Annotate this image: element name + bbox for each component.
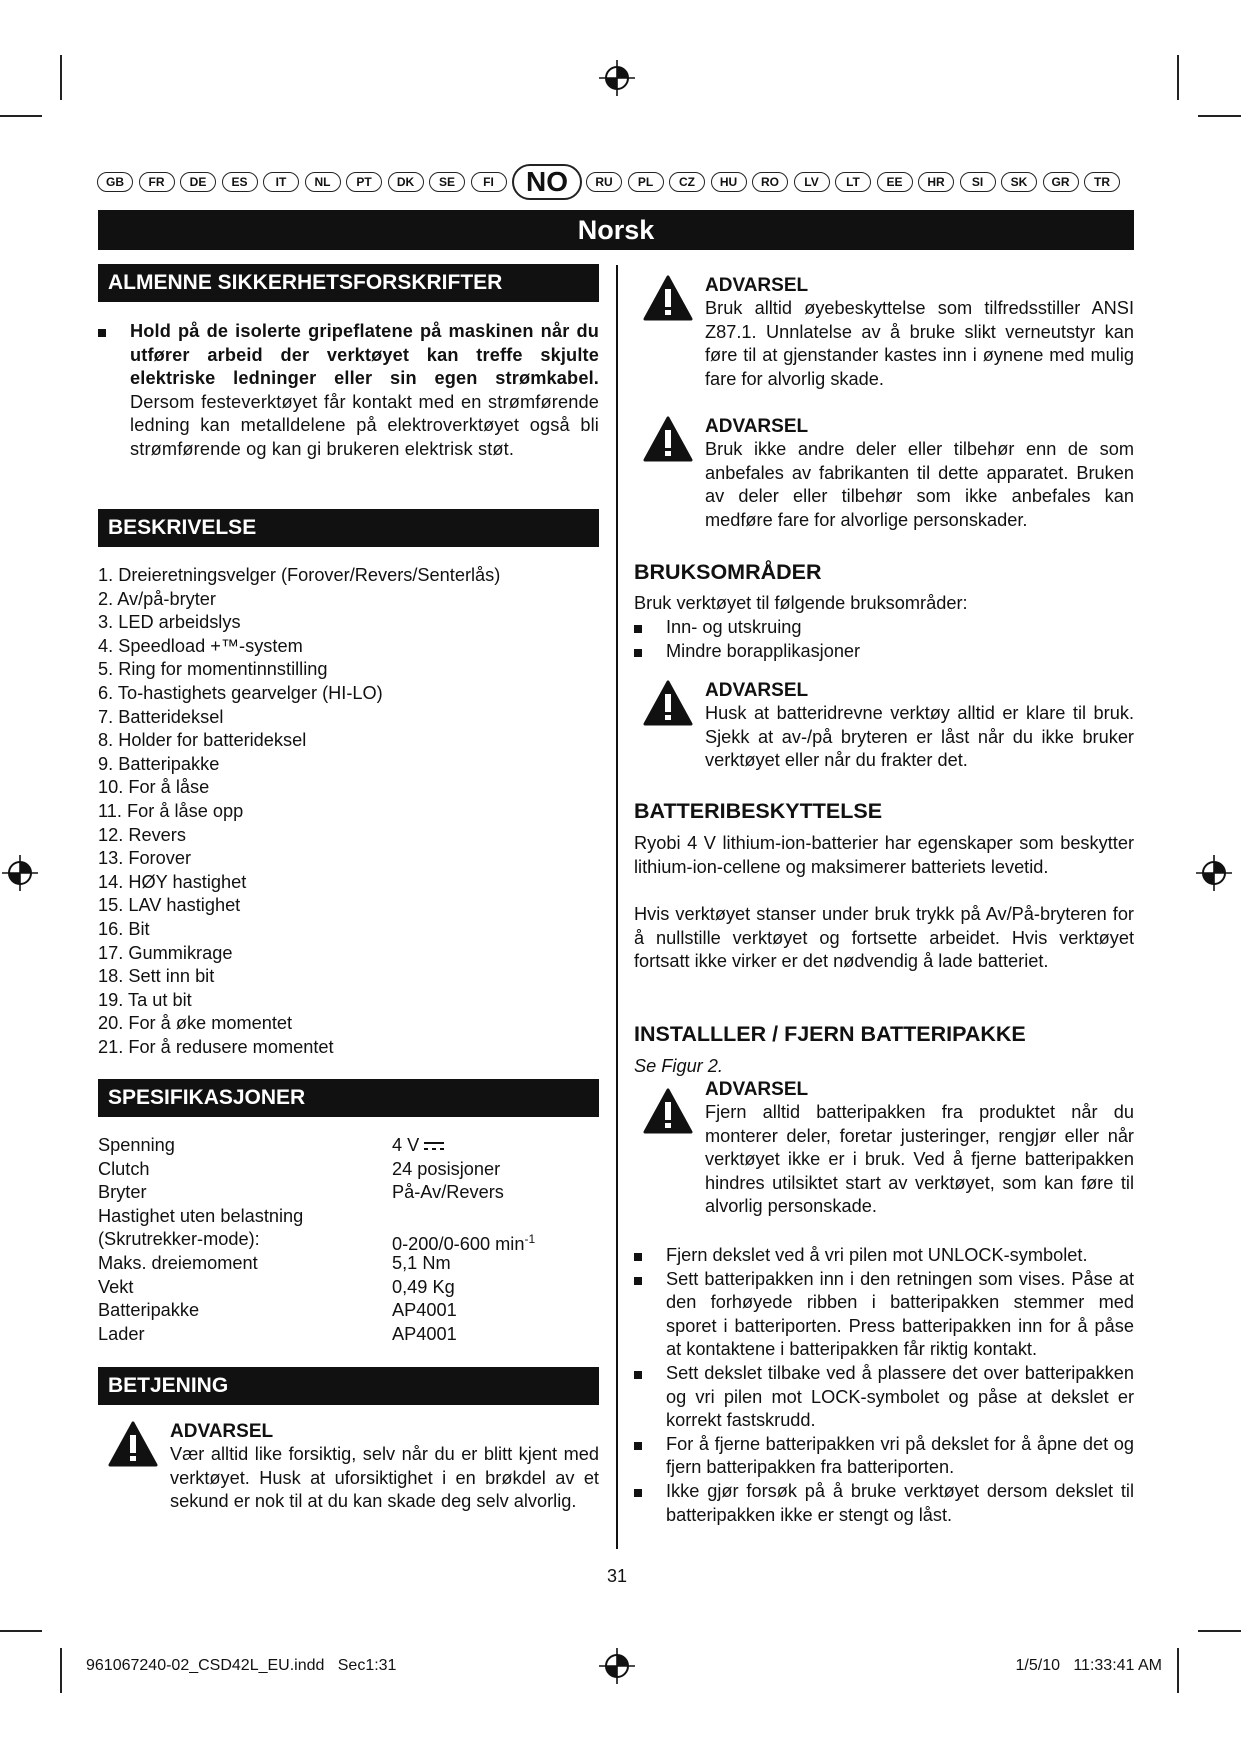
page-number: 31 — [606, 1566, 628, 1586]
section-heading-specs: SPESIFIKASJONER — [98, 1079, 599, 1117]
column-divider — [616, 265, 618, 1549]
spec-row — [98, 1205, 599, 1229]
bullet-icon — [634, 1371, 642, 1379]
language-fr[interactable]: FR — [139, 172, 175, 192]
language-se[interactable]: SE — [429, 172, 465, 192]
bullet-icon — [634, 1253, 642, 1261]
uses-intro: Bruk verktøyet til følgende bruksområder: — [634, 593, 968, 613]
description-item: 21. For å redusere momentet — [98, 1036, 334, 1057]
registration-mark-icon — [1196, 855, 1232, 891]
spec-label: (Skrutrekker-mode): — [98, 1229, 260, 1250]
description-item: 7. Batterideksel — [98, 706, 224, 727]
description-item: 6. To-hastighets gearvelger (HI-LO) — [98, 682, 383, 703]
install-step: Sett batteripakken inn i den retningen som vises. Påse at den forhøyede ribben i batteripakken stemmer med sporet i batteriporten. Press batteripakken inn for å påse at kontaktene i batteripakken får riktig kontakt. — [634, 1268, 1134, 1362]
warning-text: Bruk ikke andre deler eller tilbehør enn de som anbefales av fabrikanten til dette apparatet. Bruken av deler eller tilbehør som ikke anbefales kan medføre fare for alvorlige personskader. — [705, 439, 1134, 530]
see-figure: Se Figur 2. — [634, 1056, 723, 1076]
bullet-icon — [634, 649, 642, 657]
description-item: 16. Bit — [98, 918, 150, 939]
spec-label: Hastighet uten belastning — [98, 1205, 304, 1226]
warning-text: Fjern alltid batteripakken fra produktet når du monterer deler, foretar justeringer, rengjør eller når verktøyet ikke er i bruk. Ved å fjerne batteripakken hindres utilsiktet start av verktøyet, som kan føre til alvorlig personskade. — [705, 1102, 1134, 1217]
language-lt[interactable]: LT — [835, 172, 871, 192]
warning-title: ADVARSEL — [705, 275, 809, 296]
spec-label: Maks. dreiemoment — [98, 1252, 258, 1273]
warning-eye-protection — [705, 274, 1134, 391]
spec-label: Spenning — [98, 1135, 175, 1155]
language-cz[interactable]: CZ — [669, 172, 705, 192]
warning-operation — [170, 1420, 599, 1514]
description-item: 2. Av/på-bryter — [98, 588, 216, 609]
specs-table — [98, 1134, 599, 1346]
uses-item: Inn- og utskruing — [634, 616, 1134, 640]
uses-list — [634, 616, 1134, 663]
description-item: 13. Forover — [98, 848, 191, 869]
description-item: 12. Revers — [98, 824, 186, 845]
crop-mark — [0, 115, 42, 117]
language-si[interactable]: SI — [960, 172, 996, 192]
language-de[interactable]: DE — [180, 172, 216, 192]
description-item: 17. Gummikrage — [98, 942, 233, 963]
description-item: 9. Batteripakke — [98, 753, 220, 774]
language-pl[interactable]: PL — [628, 172, 664, 192]
warning-icon — [643, 416, 693, 462]
spec-value: 5,1 Nm — [392, 1252, 451, 1273]
language-fi[interactable]: FI — [471, 172, 507, 192]
language-hr[interactable]: HR — [918, 172, 954, 192]
description-item: 18. Sett inn bit — [98, 966, 215, 987]
registration-mark-icon — [599, 60, 635, 96]
warning-title: ADVARSEL — [705, 680, 809, 701]
warning-icon — [643, 275, 693, 321]
install-step: Fjern dekslet ved å vri pilen mot UNLOCK-symbolet. — [634, 1244, 1134, 1268]
description-item: 14. HØY hastighet — [98, 871, 247, 892]
uses-item: Mindre borapplikasjoner — [634, 640, 1134, 664]
warning-title: ADVARSEL — [170, 1421, 274, 1442]
spec-row — [98, 1228, 599, 1255]
description-item: 11. For å låse opp — [98, 800, 244, 821]
spec-value: 0,49 Kg — [392, 1276, 455, 1297]
dc-symbol-icon — [419, 1135, 445, 1155]
description-item: 10. For å låse — [98, 777, 210, 798]
footer-timestamp: 1/5/10 11:33:41 AM — [1015, 1657, 1162, 1674]
spec-row — [98, 1252, 599, 1276]
footer-file-info: 961067240-02_CSD42L_EU.indd Sec1:31 — [86, 1657, 397, 1674]
spec-row — [98, 1276, 599, 1300]
language-nl[interactable]: NL — [305, 172, 341, 192]
description-item: 4. Speedload +™-system — [98, 635, 303, 656]
warning-title: ADVARSEL — [705, 1079, 809, 1100]
section-heading-operation: BETJENING — [98, 1367, 599, 1405]
language-tr[interactable]: TR — [1084, 172, 1120, 192]
language-sk[interactable]: SK — [1001, 172, 1037, 192]
bullet-icon — [634, 1489, 642, 1497]
section-heading-install: INSTALLLER / FJERN BATTERIPAKKE — [634, 1022, 1026, 1046]
install-steps-list — [634, 1244, 1134, 1527]
warning-text: Husk at batteridrevne verktøy alltid er klare til bruk. Sjekk at av-/på bryteren er låst når du ikke bruker verktøyet eller når du frakter det. — [705, 703, 1134, 771]
language-it[interactable]: IT — [263, 172, 299, 192]
language-hu[interactable]: HU — [711, 172, 747, 192]
bullet-icon — [634, 625, 642, 633]
spec-label: Vekt — [98, 1276, 134, 1297]
warning-remove-battery — [705, 1078, 1134, 1219]
description-list — [98, 564, 599, 1059]
spec-value: 0-200/0-600 $\min^{-1}$ — [392, 1232, 536, 1255]
warning-accessories — [705, 415, 1134, 532]
spec-row — [98, 1299, 599, 1323]
crop-mark — [1198, 115, 1241, 117]
battery-protection-p1: Ryobi 4 V lithium-ion-batterier har egenskaper som beskytter lithium-ion-cellene og maksimerer batteriets levetid. — [634, 833, 1134, 877]
page-title: Norsk — [98, 210, 1134, 250]
crop-mark — [1198, 1630, 1241, 1632]
language-es[interactable]: ES — [222, 172, 258, 192]
spec-row — [98, 1323, 599, 1347]
spec-value: AP4001 — [392, 1323, 457, 1344]
crop-mark — [0, 1630, 42, 1632]
safety-bold-text: Hold på de isolerte gripeflatene på maskinen når du utfører arbeid der verktøyet kan treffe skjulte elektriske ledninger eller sin egen strømkabel. — [130, 321, 599, 389]
spec-value: 4 V — [392, 1134, 445, 1158]
description-item: 19. Ta ut bit — [98, 989, 192, 1010]
spec-row — [98, 1134, 599, 1158]
section-heading-safety: ALMENNE SIKKERHETSFORSKRIFTER — [98, 264, 599, 302]
warning-icon — [108, 1421, 158, 1467]
language-no[interactable]: NO — [512, 164, 582, 200]
spec-label: Lader — [98, 1323, 145, 1344]
spec-row — [98, 1181, 599, 1205]
bullet-icon — [634, 1277, 642, 1285]
spec-value: 24 posisjoner — [392, 1158, 501, 1179]
language-gb[interactable]: GB — [97, 172, 133, 192]
warning-ready — [705, 679, 1134, 773]
spec-label: Clutch — [98, 1158, 150, 1179]
crop-mark — [60, 55, 62, 100]
description-item: 15. LAV hastighet — [98, 895, 241, 916]
bullet-icon — [634, 1442, 642, 1450]
description-item: 8. Holder for batterideksel — [98, 730, 307, 751]
description-item: 5. Ring for momentinnstilling — [98, 659, 328, 680]
registration-mark-icon — [599, 1648, 635, 1684]
warning-icon — [643, 680, 693, 726]
language-ru[interactable]: RU — [586, 172, 622, 192]
safety-text: Dersom festeverktøyet får kontakt med en strømførende ledning kan metalldelene på elektroverktøyet også bli strømførende og kan gi brukeren elektrisk støt. — [130, 391, 599, 459]
spec-label: Batteripakke — [98, 1300, 200, 1321]
language-lv[interactable]: LV — [794, 172, 830, 192]
warning-title: ADVARSEL — [705, 416, 809, 437]
install-step: For å fjerne batteripakken vri på dekslet for å åpne det og fjern batteripakken fra batteriporten. — [634, 1433, 1134, 1480]
spec-value: På-Av/Revers — [392, 1182, 504, 1203]
description-item: 20. For å øke momentet — [98, 1013, 293, 1034]
crop-mark — [1177, 1648, 1179, 1693]
crop-mark — [60, 1648, 62, 1693]
language-selector — [97, 164, 1142, 200]
bullet-icon — [98, 329, 106, 337]
warning-text: Vær alltid like forsiktig, selv når du er blitt kjent med verktøyet. Husk at uforsiktighet i en brøkdel av et sekund er nok til at du kan skade deg selv alvorlig. — [170, 1444, 599, 1512]
language-ee[interactable]: EE — [877, 172, 913, 192]
section-heading-battery-protection: BATTERIBESKYTTELSE — [634, 799, 883, 823]
spec-label: Bryter — [98, 1182, 147, 1203]
description-item: 3. LED arbeidslys — [98, 612, 241, 633]
section-heading-uses: BRUKSOMRÅDER — [634, 560, 822, 584]
warning-text: Bruk alltid øyebeskyttelse som tilfredsstiller ANSI Z87.1. Unnlatelse av å bruke slikt verneutstyr kan føre til at gjenstander kastes inn i øynene med mulig fare for alvorlig skade. — [705, 298, 1134, 389]
registration-mark-icon — [2, 855, 38, 891]
crop-mark — [1177, 55, 1179, 100]
battery-protection-p2: Hvis verktøyet stanser under bruk trykk på Av/På-bryteren for å nullstille verktøyet og fortsette arbeidet. Hvis verktøyet fortsatt ikke virker er det nødvendig å lade batteriet. — [634, 904, 1134, 972]
language-dk[interactable]: DK — [388, 172, 424, 192]
language-pt[interactable]: PT — [346, 172, 382, 192]
description-item: 1. Dreieretningsvelger (Forover/Revers/Senterlås) — [98, 565, 501, 585]
language-ro[interactable]: RO — [752, 172, 788, 192]
warning-icon — [643, 1088, 693, 1134]
section-heading-description: BESKRIVELSE — [98, 509, 599, 547]
spec-value: AP4001 — [392, 1300, 457, 1321]
spec-row — [98, 1158, 599, 1182]
install-step: Ikke gjør forsøk på å bruke verktøyet dersom dekslet til batteripakken ikke er stengt og låst. — [634, 1480, 1134, 1527]
language-gr[interactable]: GR — [1043, 172, 1079, 192]
install-step: Sett dekslet tilbake ved å plassere det over batteripakken og vri pilen mot LOCK-symbolet og påse at dekslet er korrekt fastskrudd. — [634, 1362, 1134, 1433]
